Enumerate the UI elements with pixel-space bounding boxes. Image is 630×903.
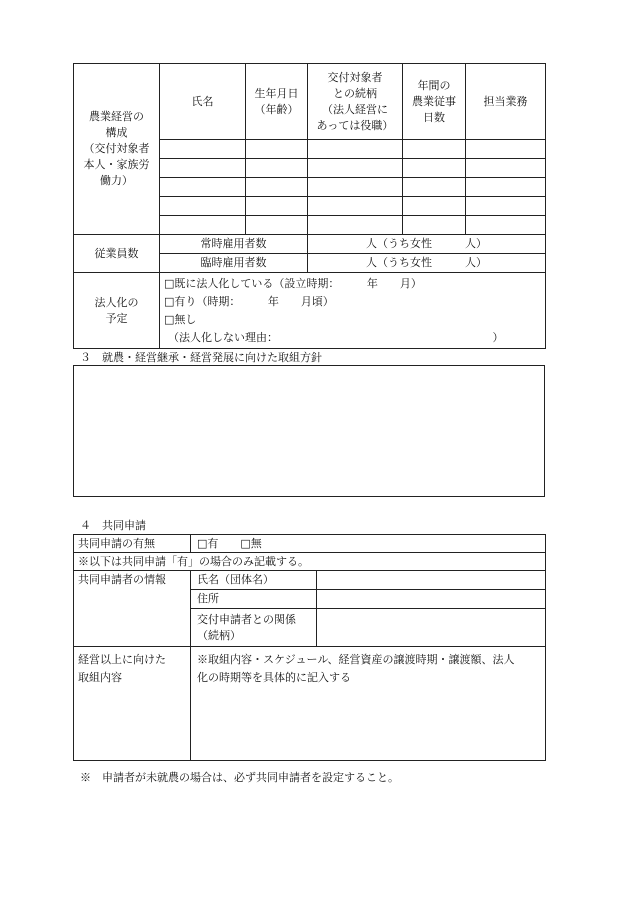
joint-name-input[interactable] (317, 571, 546, 590)
incorporation-label: 法人化の 予定 (74, 273, 160, 349)
employee-count-regular[interactable]: 人（うち女性 人） (308, 235, 546, 254)
footer-note: ※ 申請者が未就農の場合は、必ず共同申請者を設定すること。 (80, 771, 399, 784)
header-duty: 担当業務 (466, 64, 546, 140)
efforts-label: 経営以上に向けた 取組内容 (74, 647, 191, 761)
incorporation-option-none[interactable]: □無し (164, 312, 197, 326)
joint-presence-label: 共同申請の有無 (74, 535, 191, 553)
section4-title: ４ 共同申請 (80, 519, 146, 532)
incorporation-reason[interactable]: （法人化しない理由： ） (168, 330, 504, 344)
joint-application-table (73, 534, 546, 761)
joint-notice: ※以下は共同申請「有」の場合のみ記載する。 (74, 553, 546, 571)
efforts-content[interactable]: ※取組内容・スケジュール、経営資産の譲渡時期・譲渡額、法人 化の時期等を具体的に記入する (191, 647, 546, 761)
composition-row-label: 農業経営の 構成 （交付対象者 本人・家族労 働力） (74, 64, 160, 235)
joint-relation-input[interactable] (317, 609, 546, 647)
incorporation-option-planned[interactable]: □有り（時期： 年 月頃） (164, 294, 334, 308)
section3-title: ３ 就農・経営継承・経営発展に向けた取組方針 (80, 351, 322, 364)
joint-relation-label: 交付申請者との関係 （続柄） (191, 609, 317, 647)
joint-presence-options[interactable]: □有 □無 (191, 535, 546, 553)
farm-management-table (73, 63, 546, 349)
header-relation: 交付対象者 との続柄 （法人経営に あっては役職） (308, 64, 403, 140)
header-days: 年間の 農業従事 日数 (403, 64, 466, 140)
employee-count-temporary[interactable]: 人（うち女性 人） (308, 254, 546, 273)
incorporation-option-existing[interactable]: □既に法人化している（設立時期： 年 月） (164, 276, 422, 290)
employee-type-regular: 常時雇用者数 (160, 235, 308, 254)
employees-label: 従業員数 (74, 235, 160, 273)
joint-address-label: 住所 (191, 590, 317, 609)
joint-name-label: 氏名（団体名） (191, 571, 317, 590)
incorporation-options[interactable] (160, 273, 546, 349)
joint-info-label: 共同申請者の情報 (74, 571, 191, 647)
header-birth: 生年月日 （年齢） (246, 64, 308, 140)
joint-address-input[interactable] (317, 590, 546, 609)
section3-policy-box[interactable] (73, 365, 545, 497)
header-name: 氏名 (160, 64, 246, 140)
employee-type-temporary: 臨時雇用者数 (160, 254, 308, 273)
